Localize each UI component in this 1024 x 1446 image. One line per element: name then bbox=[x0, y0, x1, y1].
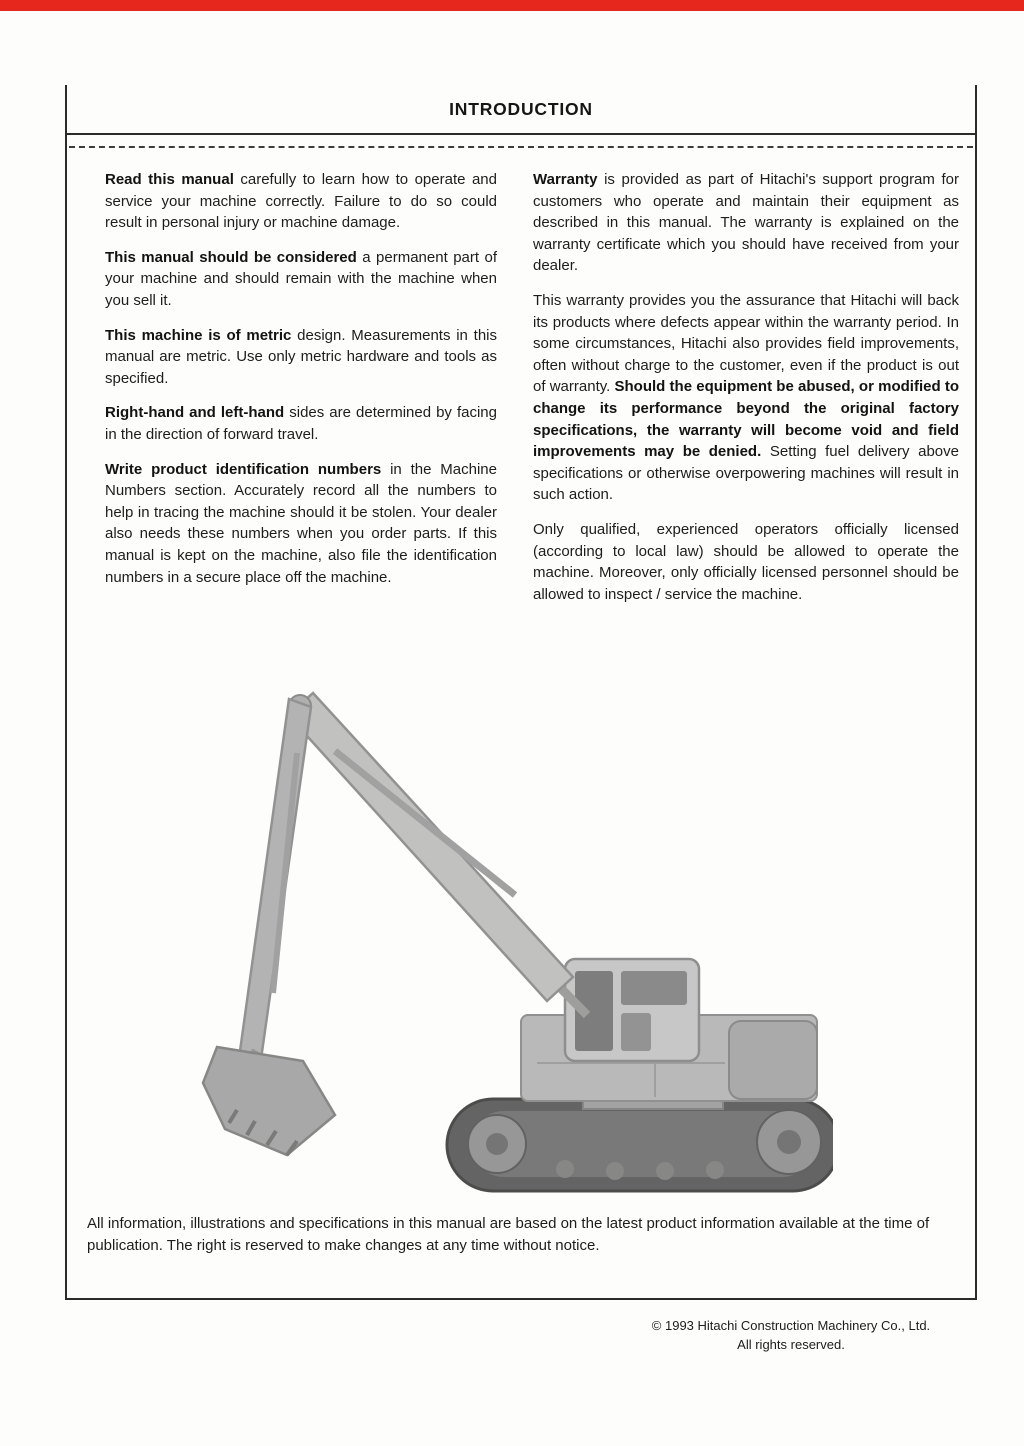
publication-notice: All information, illustrations and specifications in this manual are based on the latest product information available at the time of publication. The right is reserved to make changes at any time without notice. bbox=[87, 1215, 930, 1254]
page-header bbox=[67, 85, 975, 135]
manual-page bbox=[65, 85, 977, 1300]
copyright-line2: All rights reserved. bbox=[737, 1337, 845, 1352]
body-text: is provided as part of Hitachi's support program for customers who operate and maintain their equipment as described in this manual. The warranty is explained on the warranty certificate which you should have received from your dealer. bbox=[533, 171, 959, 275]
stick-cylinder bbox=[335, 751, 515, 895]
right-column bbox=[533, 169, 959, 618]
body-text: Only qualified, experienced operators officially licensed (according to local law) should be allowed to operate the machine. Moreover, only officially licensed personnel should be allowed to inspect / service the machine. bbox=[533, 520, 959, 603]
warranty-void-bold-text: Should the equipment be abused, or modified to change its performance beyond the original factory specifications, the warranty will become void and field improvements may be denied. bbox=[533, 378, 959, 461]
body-text: Setting fuel delivery above specifications or otherwise overpowering machines will result in such action. bbox=[533, 443, 959, 504]
paragraph-warranty bbox=[533, 169, 959, 277]
lead-bold-text: This manual should be considered bbox=[105, 248, 357, 266]
cab-rear-window bbox=[621, 1013, 651, 1051]
paragraph-qualified-operators bbox=[533, 519, 959, 605]
excavator-image bbox=[185, 663, 833, 1195]
page-title: INTRODUCTION bbox=[449, 98, 593, 119]
excavator-boom bbox=[288, 693, 573, 1001]
lead-bold-text: Write product identification numbers bbox=[105, 460, 382, 478]
excavator-illustration bbox=[185, 663, 833, 1195]
copyright-line1: © 1993 Hitachi Construction Machinery Co., Ltd. bbox=[651, 1318, 931, 1333]
lead-bold-text: Read this manual bbox=[105, 171, 234, 188]
paragraph-product-id-numbers bbox=[105, 459, 497, 589]
text-columns bbox=[67, 148, 975, 618]
body-text: sides are determined by facing in the direction of forward travel. bbox=[105, 404, 497, 443]
paragraph-manual-permanent bbox=[105, 247, 497, 312]
lead-bold-text: Right-hand and left-hand bbox=[105, 404, 285, 422]
excavator-counterweight bbox=[729, 1021, 817, 1099]
paragraph-metric-design bbox=[105, 325, 497, 390]
body-text: carefully to learn how to operate and service your machine correctly. Failure to do so could result in personal injury or machine damage. bbox=[105, 171, 497, 232]
paragraph-right-left-hand bbox=[105, 402, 497, 445]
body-text: a permanent part of your machine and should remain with the machine when you sell it. bbox=[105, 248, 497, 309]
paragraph-warranty-assurance bbox=[533, 290, 959, 506]
body-text: in the Machine Numbers section. Accurately record all the numbers to help in tracing the machine should it be stolen. Your dealer also needs these numbers when you order parts. If this manual is kept on the machine, also file the identification numbers in a secure place off the machine. bbox=[105, 460, 497, 586]
paragraph-read-manual bbox=[105, 169, 497, 234]
excavator-arm bbox=[240, 699, 311, 1059]
lead-bold-text: Warranty bbox=[533, 171, 598, 188]
cab-side-window bbox=[621, 971, 687, 1005]
body-text: This warranty provides you the assurance that Hitachi will back its products where defects appear within the warranty period. In some circumstances, Hitachi also provides field improvements, often without charge to the customer, even if the product is out of warranty. bbox=[533, 291, 959, 396]
left-column bbox=[105, 169, 497, 618]
lead-bold-text: This machine is of metric bbox=[105, 326, 292, 344]
top-red-bar bbox=[0, 0, 1024, 11]
body-text: design. Measurements in this manual are metric. Use only metric hardware and tools as specified. bbox=[105, 326, 497, 387]
copyright-block bbox=[636, 1316, 946, 1354]
